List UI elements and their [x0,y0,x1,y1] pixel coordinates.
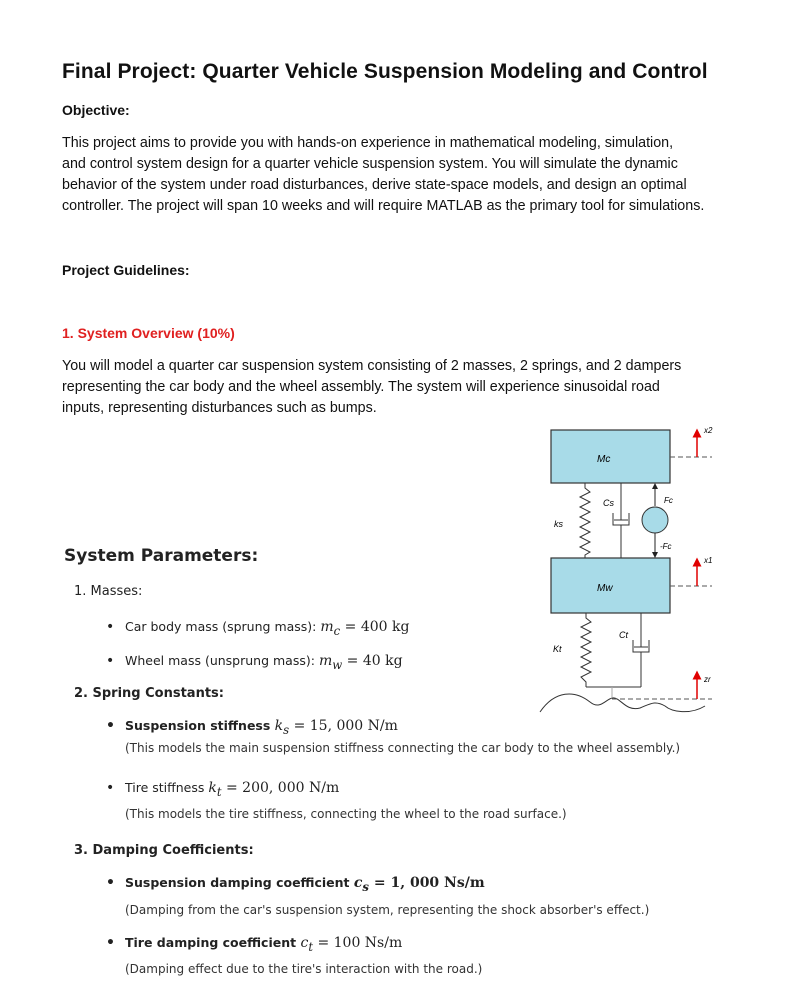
svg-text:Mw: Mw [597,583,613,594]
list-item: • Wheel mass (unsprung mass): $m_w = 40$ kg [125,653,403,672]
objective-paragraph [62,133,742,217]
car-body-mass [551,430,670,483]
damping-label: 3. Damping Coefficients: [74,843,254,858]
suspension-damper [613,483,629,558]
text-line: You will model a quarter car suspension system consisting of 2 masses, 2 springs, and 2 dampers [62,358,682,374]
note: (Damping effect due to the tire's interaction with the road.) [125,962,483,976]
text-line: controller. The project will span 10 weeks and will require MATLAB as the primary tool for simulations. [62,198,705,214]
springs-label: 2. Spring Constants: [74,686,224,701]
svg-text:Kt: Kt [553,644,562,654]
svg-text:Mc: Mc [597,454,611,465]
objective-heading: Objective: [62,102,130,118]
text-line: and control system design for a quarter vehicle suspension system. You will simulate the dynamic [62,156,678,172]
list-item: • Suspension stiffness $k_s = 15$, 000 N/m [125,718,398,737]
text-line: representing the car body and the wheel assembly. The system will experience sinusoidal road [62,379,660,395]
list-item: • Tire damping coefficient $c_t = 100$ Ns/m [125,935,402,954]
masses-label: 1. Masses: [74,584,143,599]
page-title: Final Project: Quarter Vehicle Suspension Modeling and Control [62,60,708,83]
note: (Damping from the car's suspension system, representing the shock absorber's effect.) [125,903,650,917]
note: (This models the main suspension stiffness connecting the car body to the wheel assembly.) [125,741,681,755]
section-heading: 1. System Overview (10%) [62,325,235,341]
svg-text:zr: zr [704,675,711,684]
guidelines-heading: Project Guidelines: [62,262,190,278]
suspension-spring [580,483,590,558]
road-surface [540,694,705,712]
svg-text:Cs: Cs [603,498,614,508]
actuator [642,507,668,533]
svg-text:Ct: Ct [619,630,628,640]
svg-text:x1: x1 [704,556,713,565]
list-item: • Suspension damping coefficient $c_s = 1$, 000 Ns/m [125,875,485,894]
note: (This models the tire stiffness, connecting the wheel to the road surface.) [125,807,567,821]
svg-text:ks: ks [554,519,563,529]
list-item: • Tire stiffness $k_t = 200$, 000 N/m [125,780,339,799]
tire-damper [633,613,649,687]
section-paragraph [62,356,742,419]
text-line: inputs, representing disturbances such as bumps. [62,400,377,416]
svg-text:Fc: Fc [664,496,673,505]
text-line: behavior of the system under road disturbances, derive state-space models, and design an optimal [62,177,687,193]
quarter-car-diagram [530,420,730,720]
tire-spring [581,613,591,687]
svg-text:-Fc: -Fc [660,542,672,551]
svg-text:x2: x2 [704,426,713,435]
text-line: This project aims to provide you with hands-on experience in mathematical modeling, simulation, [62,135,674,151]
system-parameters-heading: System Parameters: [64,546,259,566]
list-item: • Car body mass (sprung mass): $m_c = 400$ kg [125,619,409,638]
